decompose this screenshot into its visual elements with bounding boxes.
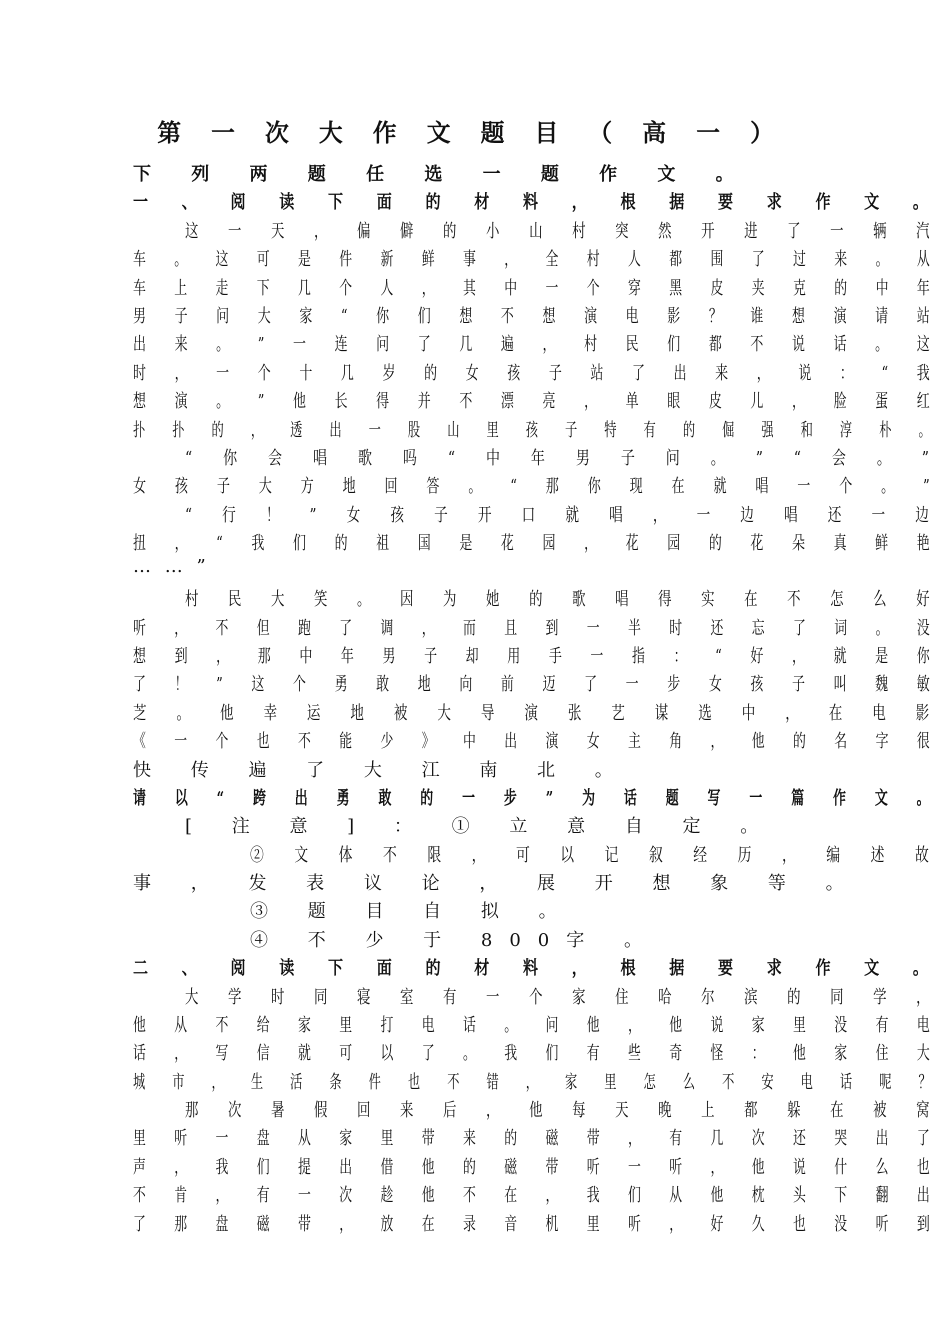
text-line: 城 市 ， 生 活 条 件 也 不 错 ， 家 里 怎 么 不 安 电 话 呢 ？	[133, 1072, 943, 1093]
note-line: [ 注 意 ] ： ① 立 意 自 定 。	[185, 816, 776, 837]
text-line: 不 肯 ， 有 一 次 趁 他 不 在 ， 我 们 从 他 枕 头 下 翻 出	[133, 1185, 942, 1206]
text-line: 想 演 。 ” 他 长 得 并 不 漂 亮 ， 单 眼 皮 儿 ， 脸 蛋 红	[133, 391, 942, 412]
text-line: 时 ， 一 个 十 几 岁 的 女 孩 子 站 了 出 来 ， 说 ： “ 我	[133, 363, 942, 384]
note-line: 事 ， 发 表 议 论 ， 展 开 想 象 等 。	[133, 873, 861, 894]
text-line: 他 从 不 给 家 里 打 电 话 。 问 他 ， 他 说 家 里 没 有 电	[133, 1015, 942, 1036]
text-line: 声 ， 我 们 提 出 借 他 的 磁 带 听 一 听 ， 他 说 什 么 也	[133, 1157, 942, 1178]
text-line: 了 ！ ” 这 个 勇 敢 地 向 前 迈 了 一 步 女 孩 子 叫 魏 敏	[133, 674, 942, 695]
text-line: 听 ， 不 但 跑 了 调 ， 而 且 到 一 半 时 还 忘 了 词 。 没	[133, 618, 942, 639]
text-line: 扑 扑 的 ， 透 出 一 股 山 里 孩 子 特 有 的 倔 强 和 淳 朴 。	[133, 420, 943, 441]
text-line: 车 上 走 下 几 个 人 ， 其 中 一 个 穿 黑 皮 夹 克 的 中 年	[133, 278, 942, 299]
prompt-line: 请 以 “ 跨 出 勇 敢 的 一 步 ” 为 话 题 写 一 篇 作 文 。	[133, 788, 942, 809]
text-line: 这 一 天 ， 偏 僻 的 小 山 村 突 然 开 进 了 一 辆 汽	[185, 221, 943, 242]
text-line: 想 到 ， 那 中 年 男 子 却 用 手 一 指 ： “ 好 ， 就 是 你	[133, 646, 942, 667]
text-line: 那 次 暑 假 回 来 后 ， 他 每 天 晚 上 都 躲 在 被 窝	[185, 1100, 943, 1121]
text-line: “ 你 会 唱 歌 吗 “ 中 年 男 子 问 。 ” “ 会 。 ”	[185, 448, 943, 469]
text-line: 里 听 一 盘 从 家 里 带 来 的 磁 带 ， 有 几 次 还 哭 出 了	[133, 1128, 942, 1149]
section-two-heading: 二 、 阅 读 下 面 的 材 料 ， 根 据 要 求 作 文 。	[133, 958, 943, 979]
text-line: 话 ， 写 信 就 可 以 了 。 我 们 有 些 奇 怪 ： 他 家 住 大	[133, 1043, 942, 1064]
text-line: 车 。 这 可 是 件 新 鲜 事 ， 全 村 人 都 围 了 过 来 。 从	[133, 249, 942, 270]
text-line: 芝 。 他 幸 运 地 被 大 导 演 张 艺 谋 选 中 ， 在 电 影	[133, 703, 943, 724]
note-line: ② 文 体 不 限 ， 可 以 记 叙 经 历 ， 编 述 故	[250, 845, 942, 866]
section-one-heading: 一 、 阅 读 下 面 的 材 料 ， 根 据 要 求 作 文 。	[133, 192, 943, 213]
note-line: ④ 不 少 于 800字 。	[250, 930, 659, 951]
instruction-line: 下 列 两 题 任 选 一 题 作 文 。	[133, 164, 751, 185]
text-line: … … ”	[133, 556, 210, 577]
text-line: 扭 ， “ 我 们 的 祖 国 是 花 园 ， 花 园 的 花 朵 真 鲜 艳	[133, 533, 942, 554]
text-line: 男 子 问 大 家 “ 你 们 想 不 想 演 电 影 ？ 谁 想 演 请 站	[133, 306, 942, 327]
text-line: 村 民 大 笑 。 因 为 她 的 歌 唱 得 实 在 不 怎 么 好	[185, 589, 943, 610]
page-title: 第 一 次 大 作 文 题 目 （ 高 一 ）	[157, 118, 785, 147]
text-line: 快 传 遍 了 大 江 南 北 。	[133, 760, 630, 781]
text-line: 女 孩 子 大 方 地 回 答 。 “ 那 你 现 在 就 唱 一 个 。 ”	[133, 476, 943, 497]
note-line: ③ 题 目 自 拟 。	[250, 901, 574, 922]
text-line: 《 一 个 也 不 能 少 》 中 出 演 女 主 角 ， 他 的 名 字 很	[133, 731, 942, 752]
text-line: 了 那 盘 磁 带 ， 放 在 录 音 机 里 听 ， 好 久 也 没 听 到	[133, 1214, 942, 1235]
text-line: 出 来 。 ” 一 连 问 了 几 遍 ， 村 民 们 都 不 说 话 。 这	[133, 334, 942, 355]
text-line: “ 行 ！ ” 女 孩 子 开 口 就 唱 ， 一 边 唱 还 一 边	[185, 505, 942, 526]
text-line: 大 学 时 同 寝 室 有 一 个 家 住 哈 尔 滨 的 同 学 ，	[185, 987, 943, 1008]
